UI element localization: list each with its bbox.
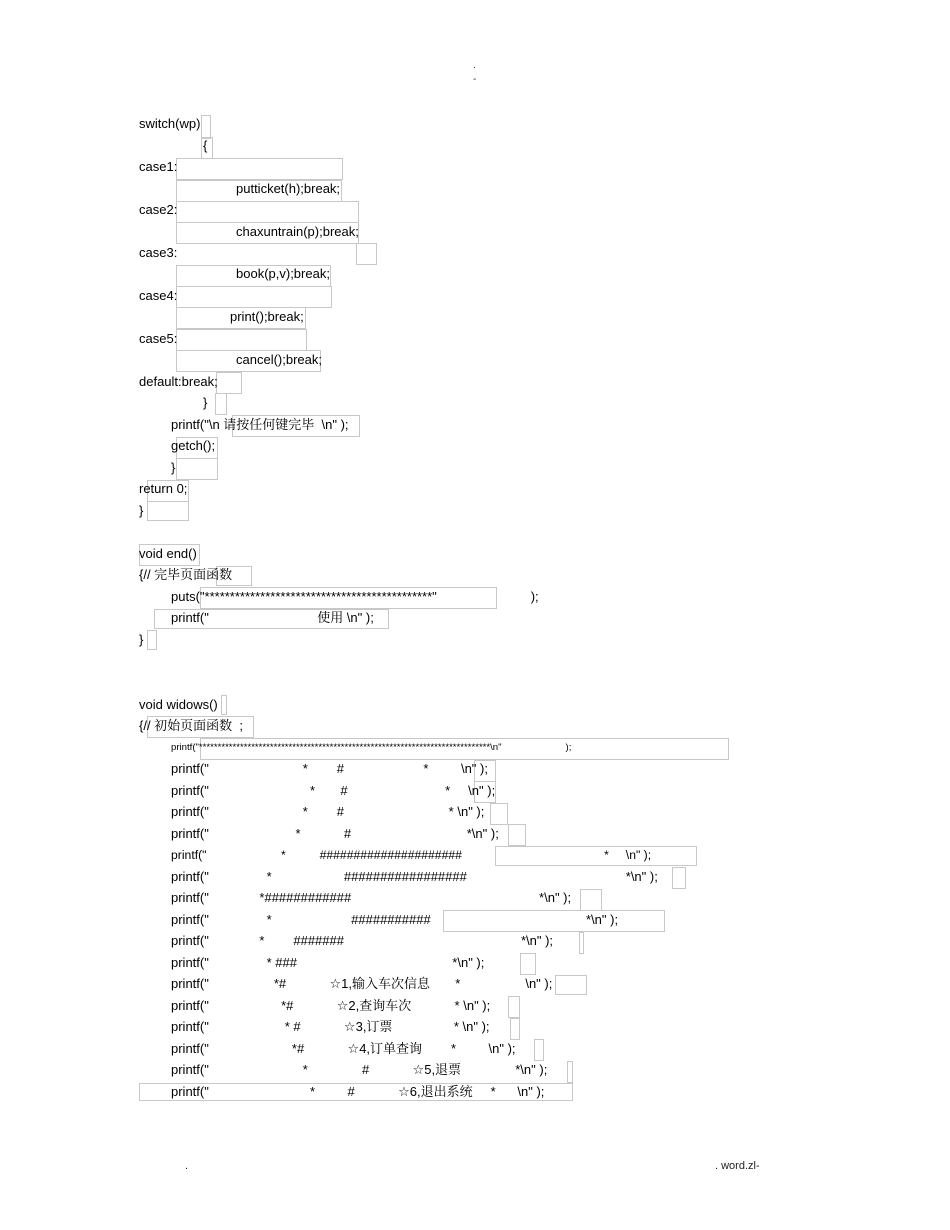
code-line: {// 初始页面函数 ; <box>139 718 244 733</box>
code-line: printf(" * ##################### * \n" ); <box>171 848 652 862</box>
code-line: printf(" * # ☆5,退票 *\n" ); <box>171 1062 548 1077</box>
code-line: printf("\n 请按任何键完毕 \n" ); <box>171 417 349 432</box>
code-line: } <box>139 503 144 518</box>
code-line: printf("******************************************************************************\n" ); <box>171 742 572 753</box>
code-line: printf(" *# ☆2,查询车次 * \n" ); <box>171 998 491 1013</box>
annotation-box <box>215 393 227 415</box>
code-line: default:break; <box>139 374 218 389</box>
annotation-box <box>520 953 536 975</box>
annotation-box <box>510 1018 520 1040</box>
annotation-box <box>555 975 587 995</box>
annotation-box <box>672 867 686 889</box>
code-line: printf(" * ####### *\n" ); <box>171 933 554 948</box>
code-line: case2: <box>139 202 178 217</box>
code-line: case3: <box>139 245 178 260</box>
footer-left-mark: . <box>185 1160 189 1172</box>
code-line: switch(wp) <box>139 116 201 131</box>
annotation-box <box>176 158 343 180</box>
code-line: printf(" *# ☆4,订单查询 * \n" ); <box>171 1041 516 1056</box>
annotation-box <box>534 1039 544 1061</box>
annotation-box <box>567 1061 573 1083</box>
code-line: getch(); <box>171 438 216 453</box>
annotation-box <box>176 201 359 223</box>
footer-right-text: . word.zl- <box>715 1160 760 1172</box>
code-line: printf(" * # ☆6,退出系统 * \n" ); <box>171 1084 545 1099</box>
code-line: printf(" * ################# *\n" ); <box>171 869 658 884</box>
code-line: printf(" 使用 \n" ); <box>171 610 374 625</box>
code-line: puts("*********************************************" ); <box>171 589 539 604</box>
annotation-box <box>201 115 211 139</box>
annotation-box <box>580 889 602 911</box>
code-line: case4: <box>139 288 178 303</box>
code-line: printf(" * # ☆3,订票 * \n" ); <box>171 1019 490 1034</box>
annotation-box <box>176 286 332 308</box>
code-line: } <box>139 632 144 647</box>
code-line: printf(" *# ☆1,输入车次信息 * \n" ); <box>171 976 553 991</box>
annotation-box <box>508 996 520 1018</box>
code-line: printf(" * # * \n" ); <box>171 761 488 776</box>
annotation-box <box>176 329 307 351</box>
annotation-box <box>579 932 584 954</box>
code-line: printf(" * ########### *\n" ); <box>171 912 619 927</box>
code-line: printf(" * ### *\n" ); <box>171 955 485 970</box>
annotation-box <box>490 803 508 825</box>
header-mark-dash: - <box>473 74 477 85</box>
code-line: print();break; <box>230 309 304 324</box>
annotation-box <box>216 372 242 394</box>
annotation-box <box>147 630 157 650</box>
code-line: chaxuntrain(p);break; <box>236 224 359 239</box>
code-line: void end() <box>139 546 197 561</box>
annotation-box <box>221 695 227 715</box>
code-line: return 0; <box>139 481 188 496</box>
code-line: } <box>171 460 176 475</box>
code-line: putticket(h);break; <box>236 181 341 196</box>
annotation-box <box>176 458 218 480</box>
annotation-box <box>147 501 189 521</box>
code-line: book(p,v);break; <box>236 266 330 281</box>
code-line: printf(" *############ *\n" ); <box>171 890 572 905</box>
header-mark-dot: . <box>473 60 476 71</box>
code-line: cancel();break; <box>236 352 322 367</box>
code-line: void widows() <box>139 697 218 712</box>
code-line: } <box>203 395 208 410</box>
code-line: {// 完毕页面函数 <box>139 567 233 582</box>
code-line: case5: <box>139 331 178 346</box>
code-line: printf(" * # * \n" ); <box>171 783 496 798</box>
annotation-box <box>356 243 377 265</box>
code-line: printf(" * # * \n" ); <box>171 804 485 819</box>
code-line: case1: <box>139 159 178 174</box>
code-line: printf(" * # *\n" ); <box>171 826 499 841</box>
annotation-box <box>508 824 526 846</box>
code-line: { <box>203 138 208 153</box>
